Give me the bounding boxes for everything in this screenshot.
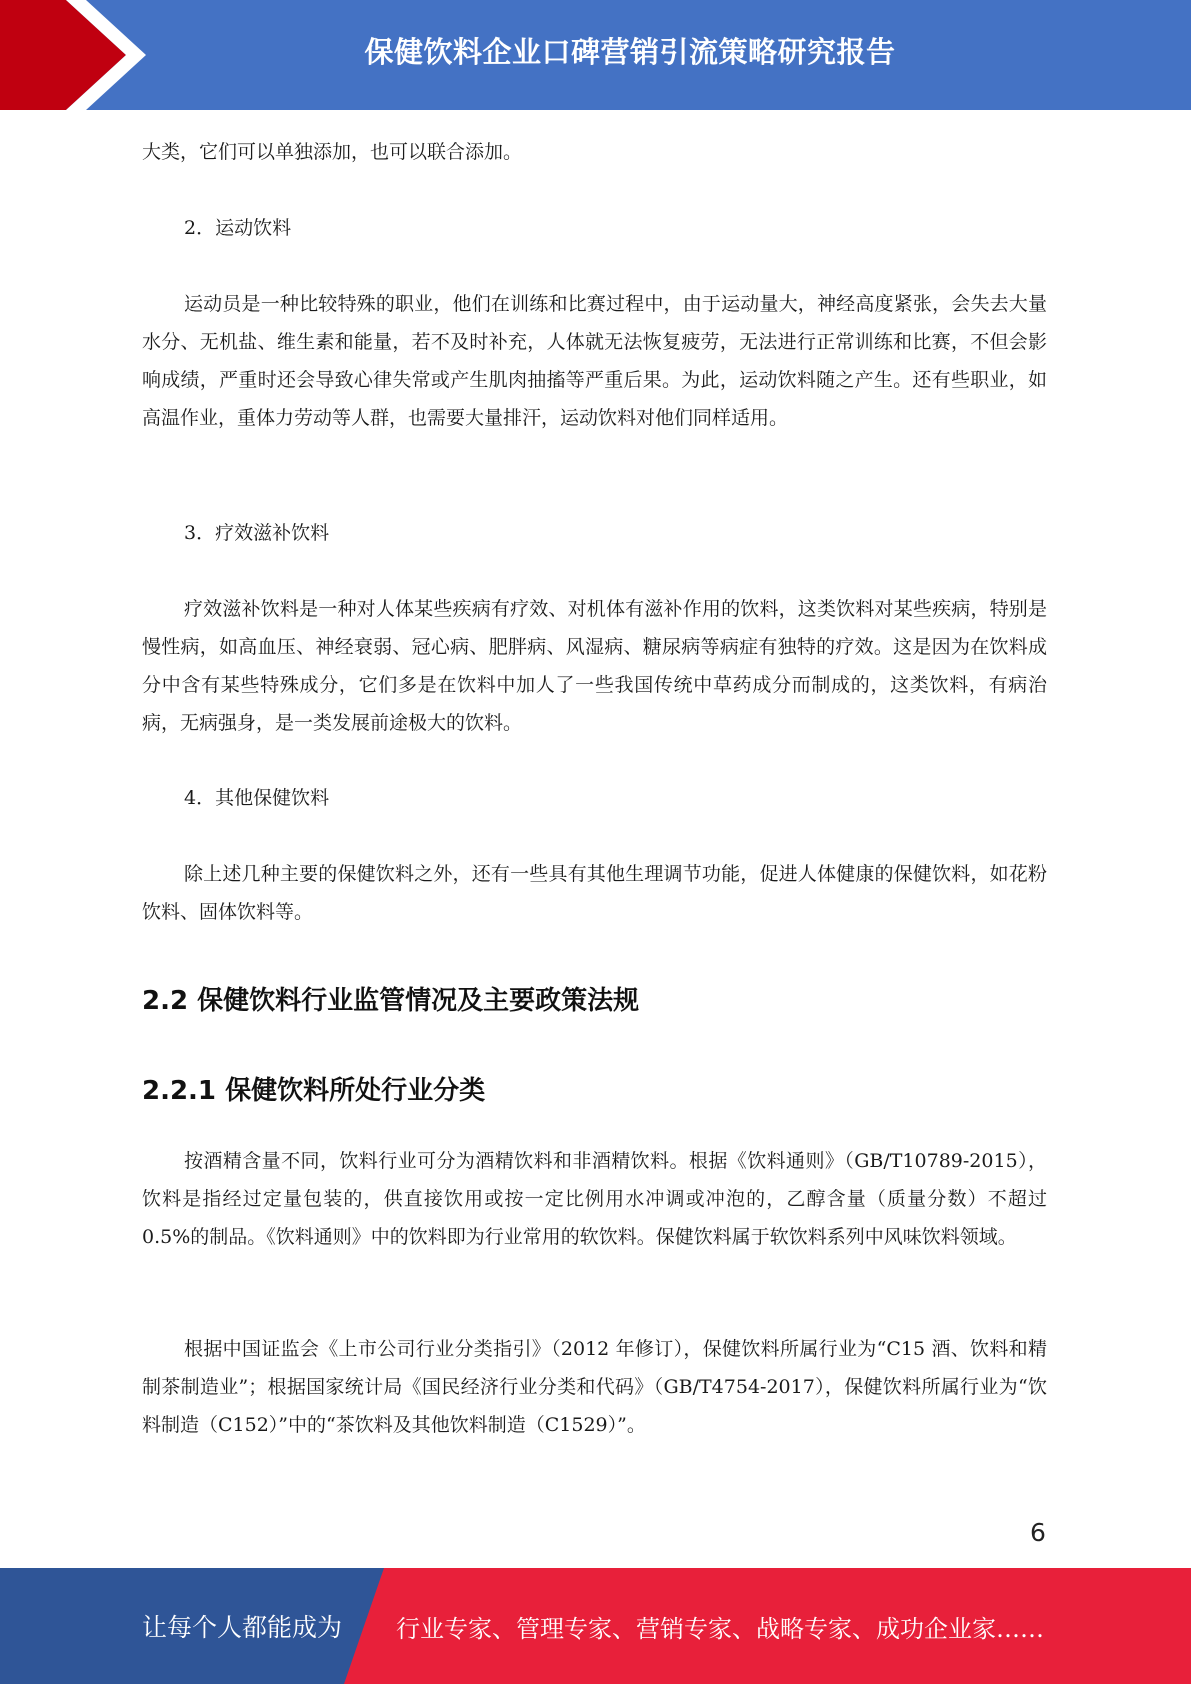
header-arrow-decoration <box>0 0 170 110</box>
report-title: 保健饮料企业口碑营销引流策略研究报告 <box>364 34 896 69</box>
paragraph-intro: 大类，它们可以单独添加，也可以联合添加。 <box>142 141 523 163</box>
list-item-tonic-drinks: 3．疗效滋补饮料 <box>184 522 330 544</box>
list-item-other-drinks: 4．其他保健饮料 <box>184 787 330 809</box>
list-item-sports-drinks: 2．运动饮料 <box>184 217 292 239</box>
page-number: 6 <box>1030 1518 1046 1547</box>
paragraph-industry-class-2: 根据中国证监会《上市公司行业分类指引》（2012 年修订），保健饮料所属行业为“C15 酒、饮料和精制茶制造业”；根据国家统计局《国民经济行业分类和代码》（GB/T4754-2017），保健饮料所属行业为“饮料制造（C152）”中的“茶饮料及其他饮料制造（C1529）”。 <box>142 1338 1047 1436</box>
footer-slogan-right: 行业专家、管理专家、营销专家、战略专家、成功企业家…… <box>396 1614 1044 1643</box>
paragraph-tonic-drinks: 疗效滋补饮料是一种对人体某些疾病有疗效、对机体有滋补作用的饮料，这类饮料对某些疾病，特别是慢性病，如高血压、神经衰弱、冠心病、肥胖病、风湿病、糖尿病等病症有独特的疗效。这是因为在饮料成分中含有某些特殊成分，它们多是在饮料中加人了一些我国传统中草药成分而制成的，这类饮料，有病治病，无病强身，是一类发展前途极大的饮料。 <box>142 598 1047 734</box>
section-heading-2-2: 2.2 保健饮料行业监管情况及主要政策法规 <box>142 986 640 1016</box>
paragraph-sports-drinks: 运动员是一种比较特殊的职业，他们在训练和比赛过程中，由于运动量大，神经高度紧张，会失去大量水分、无机盐、维生素和能量，若不及时补充，人体就无法恢复疲劳，无法进行正常训练和比赛，不但会影响成绩，严重时还会导致心律失常或产生肌肉抽搐等严重后果。为此，运动饮料随之产生。还有些职业，如高温作业，重体力劳动等人群，也需要大量排汗，运动饮料对他们同样适用。 <box>142 293 1047 429</box>
paragraph-other-drinks: 除上述几种主要的保健饮料之外，还有一些具有其他生理调节功能，促进人体健康的保健饮料，如花粉饮料、固体饮料等。 <box>142 863 1047 923</box>
footer-slogan-left: 让每个人都能成为 <box>142 1613 343 1642</box>
page-header <box>0 0 1191 110</box>
paragraph-industry-class-1: 按酒精含量不同，饮料行业可分为酒精饮料和非酒精饮料。根据《饮料通则》（GB/T10789-2015），饮料是指经过定量包装的，供直接饮用或按一定比例用水冲调或冲泡的，乙醇含量（质量分数）不超过 0.5%的制品。《饮料通则》中的饮料即为行业常用的软饮料。保健饮料属于软饮料系列中风味饮料领域。 <box>142 1150 1047 1248</box>
page-footer <box>0 1568 1191 1684</box>
section-heading-2-2-1: 2.2.1 保健饮料所处行业分类 <box>142 1076 486 1106</box>
